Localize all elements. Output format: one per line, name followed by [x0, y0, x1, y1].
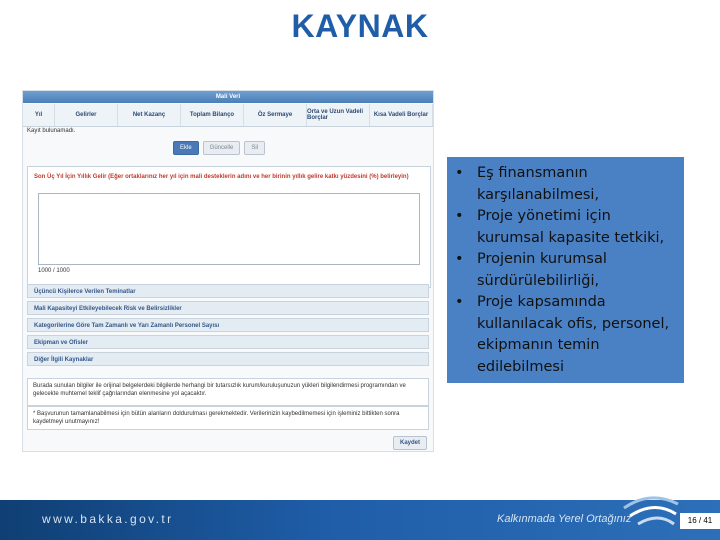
bullet-icon: • — [455, 165, 464, 181]
accordion-item-other-resources[interactable]: Diğer İlgili Kaynaklar — [27, 352, 429, 366]
financial-table-header: Mali Veri — [23, 91, 433, 103]
form-screenshot — [22, 90, 434, 452]
bullet-text: Proje yönetimi için kurumsal kapasite tetkiki, — [477, 208, 665, 246]
accordion-item-equipment[interactable]: Ekipman ve Ofisler — [27, 335, 429, 349]
bullet-text: Eş finansmanın karşılanabilmesi, — [477, 165, 600, 203]
bullet-list — [453, 163, 676, 378]
financial-table-columns — [23, 104, 433, 127]
bullet-text: Projenin kurumsal sürdürülebilirliği, — [477, 251, 607, 289]
bullet-item — [453, 292, 676, 378]
bullet-icon: • — [455, 251, 464, 267]
column-header[interactable]: Kısa Vadeli Borçlar — [370, 104, 433, 126]
bullet-item — [453, 206, 676, 249]
column-header[interactable]: Yıl — [23, 104, 55, 126]
bullet-box — [447, 157, 684, 383]
column-header[interactable]: Öz Sermaye — [244, 104, 307, 126]
no-record-text: Kayıt bulunamadı. — [27, 128, 76, 134]
char-counter: 1000 / 1000 — [38, 268, 70, 274]
footer-tagline: Kalkınmada Yerel Ortağınız — [497, 513, 632, 525]
column-header[interactable]: Orta ve Uzun Vadeli Borçlar — [307, 104, 370, 126]
update-button[interactable]: Güncelle — [203, 141, 241, 155]
disclaimer-note: Burada sunulan bilgiler ile orijinal belgelerdeki bilgilerde herhangi bir tutarsızlık kurum/kuruluşunuzun yükleri bilgilendirmesi programından ve gelecekte muhtemel teklif çağrılarından elenmesine yol açacaktır. — [27, 378, 429, 406]
bullet-icon: • — [455, 294, 464, 310]
bullet-text: Proje kapsamında kullanılacak ofis, personel, ekipmanın temin edilebilmesi — [477, 294, 670, 375]
column-header[interactable]: Gelirler — [55, 104, 118, 126]
save-reminder-note: * Başvurunun tamamlanabilmesi için bütün alanların doldurulması gerekmektedir. Verilerinizin kaybedilmemesi için işleminiz bittikten sonra kaydetmeyi unutmayınız! — [27, 406, 429, 430]
accordion-item-personnel[interactable]: Kategorilerine Göre Tam Zamanlı ve Yarı Zamanlı Personel Sayısı — [27, 318, 429, 332]
column-header[interactable]: Toplam Bilanço — [181, 104, 244, 126]
bullet-item — [453, 163, 676, 206]
column-header[interactable]: Net Kazanç — [118, 104, 181, 126]
bullet-item — [453, 249, 676, 292]
page-number: 16 / 41 — [680, 513, 720, 529]
add-button[interactable]: Ekle — [173, 141, 199, 155]
income-textarea[interactable] — [38, 193, 420, 265]
delete-button[interactable]: Sil — [244, 141, 265, 155]
save-button[interactable]: Kaydet — [393, 436, 427, 450]
bullet-icon: • — [455, 208, 464, 224]
agency-logo-icon — [620, 488, 682, 534]
table-actions — [173, 141, 265, 155]
accordion-item-guarantees[interactable]: Üçüncü Kişilerce Verilen Teminatlar — [27, 284, 429, 298]
slide-title: KAYNAK — [291, 8, 429, 44]
accordion-annual-income — [27, 166, 431, 288]
accordion-item-risks[interactable]: Mali Kapasiteyi Etkileyebilecek Risk ve Belirsizlikler — [27, 301, 429, 315]
accordion-title[interactable]: Son Üç Yıl İçin Yıllık Gelir (Eğer ortaklarınız her yıl için mali desteklerin adını ve her birinin yıllık gelire katkı yüzdesini (%) belirleyin) — [34, 174, 409, 180]
footer-url[interactable]: www.bakka.gov.tr — [42, 512, 174, 526]
footer-bar — [0, 500, 720, 540]
